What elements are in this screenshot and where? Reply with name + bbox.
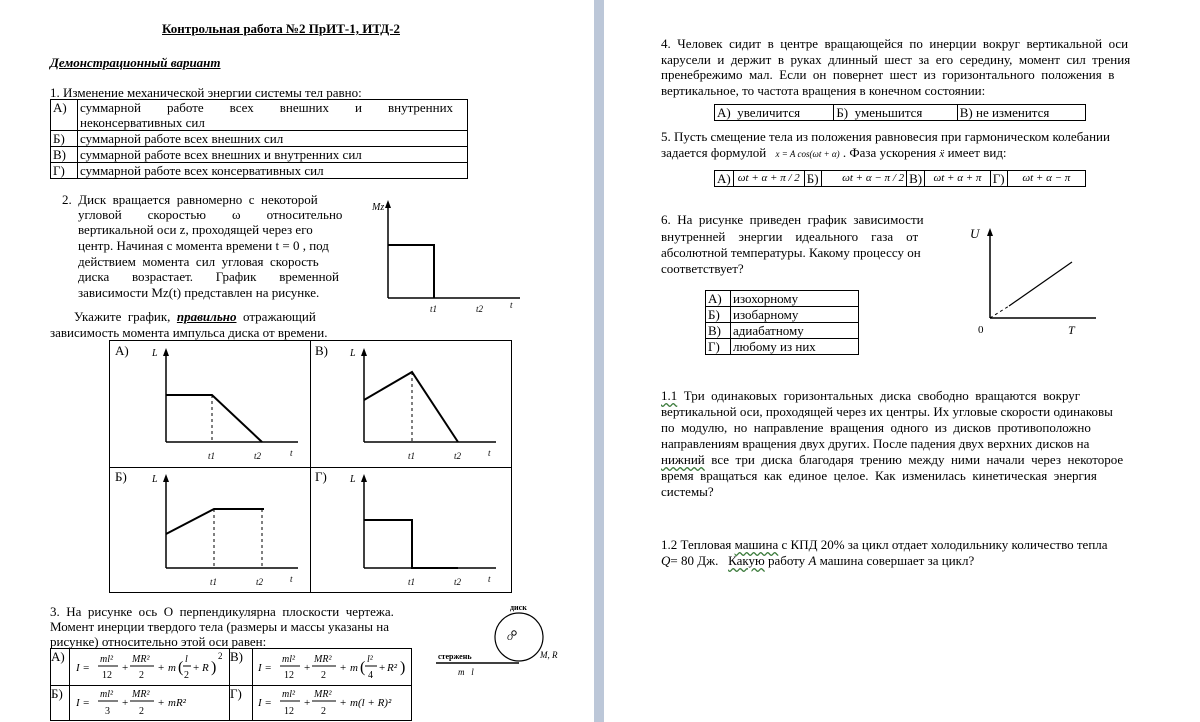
svg-text:+: + (340, 697, 347, 709)
q3-formula-a[interactable] (72, 649, 228, 685)
q6-option-v[interactable] (706, 323, 859, 339)
option-label: Б) (51, 131, 78, 147)
option-label: В) (706, 323, 731, 339)
q2-prompt-1: Укажите график, правильно отражающий (74, 309, 316, 324)
t2-label: t2 (254, 451, 262, 461)
svg-text:+: + (304, 697, 311, 709)
svg-text:2: 2 (184, 670, 189, 681)
q5-option-v-label[interactable]: В) (907, 171, 925, 187)
q4-option-v[interactable]: В) не изменится (957, 105, 1085, 121)
svg-text:+: + (122, 697, 129, 709)
option-text: суммарной работе всех внешних и внутренних сил (78, 147, 468, 163)
q3-formula-b[interactable] (72, 686, 228, 720)
q3-line-3: рисунке) относительно этой оси равен: (50, 634, 267, 649)
q6-line-4: соответствует? (661, 261, 744, 276)
option-text: адиабатному (731, 323, 859, 339)
variant-v-graph[interactable] (346, 344, 506, 466)
variant-g-label[interactable]: Г) (315, 469, 327, 484)
origin-label: 0 (978, 324, 984, 336)
option-text: суммарной работе всех консервативных сил (78, 163, 468, 179)
svg-text:I =: I = (258, 697, 272, 709)
option-label: Г) (706, 339, 731, 355)
q1-option-b[interactable] (51, 131, 468, 147)
svg-text:2: 2 (321, 706, 326, 717)
svg-text:m: m (350, 662, 358, 674)
q6-line-2: внутренней энергии идеального газа от (661, 229, 919, 244)
svg-text:l²: l² (367, 654, 373, 665)
svg-text:2: 2 (321, 670, 326, 681)
q11-line-3: по модулю, но направление вращения одного из дисков противоположно (661, 420, 1091, 435)
t-label: t (488, 574, 491, 584)
svg-text:+: + (379, 662, 386, 674)
svg-text:(: ( (178, 659, 184, 676)
svg-text:2: 2 (139, 706, 144, 717)
q3-figure (430, 600, 590, 682)
disk-mass-radius-label: M, R (540, 650, 558, 660)
q11-line-6: время вращаться как единое целое. Как изменилась кинетическая энергия (661, 468, 1097, 483)
l-axis-label: L (350, 348, 356, 359)
svg-text:ml²: ml² (100, 689, 113, 700)
option-text: любому из них (731, 339, 859, 355)
rod-label: стержень (438, 652, 472, 661)
q3-option-a-label[interactable]: А) (51, 649, 65, 664)
svg-text:12: 12 (102, 670, 112, 681)
q6-option-a[interactable] (706, 291, 859, 307)
l-axis-label: L (350, 474, 356, 485)
svg-text:I =: I = (76, 662, 90, 674)
q5-xddot: ẍ (939, 148, 945, 160)
q5-option-g-value[interactable]: ωt + α − π (1007, 171, 1085, 187)
q4-line-1: 4. Человек сидит в центре вращающейся по инерции вокруг вертикальной оси (661, 36, 1129, 51)
q5-option-a-label[interactable]: А) (715, 171, 734, 187)
svg-text:ml²: ml² (100, 654, 113, 665)
page-title: Контрольная работа №2 ПрИТ-1, ИТД-2 (162, 21, 400, 36)
svg-text:ml²: ml² (282, 689, 295, 700)
q12-line-2: Q= 80 Дж. Какую работу A машина совершает за цикл? (661, 553, 975, 568)
svg-text:+: + (304, 662, 311, 674)
q3-option-b-label[interactable]: Б) (51, 686, 63, 701)
q2-line-5: действием момента сил угловая скорость (78, 254, 319, 269)
q11-line-4: направлениям вращения двух других. После падения двух верхних дисков на (661, 436, 1090, 451)
q2-line-4: центр. Начиная с момента времени t = 0 , под (78, 238, 329, 253)
q11-line-5: нижний все три диска благодаря трению между ними начали через некоторое (661, 452, 1124, 467)
l-axis-label: L (152, 348, 158, 359)
variant-g-graph[interactable] (346, 470, 506, 592)
q3-formula-g[interactable] (254, 686, 410, 720)
q5-line-2: задается формулой x = A cos(ωt + α) . Фаза ускорения ẍ имеет вид: (661, 145, 1007, 160)
t-axis-label: T (1068, 323, 1075, 337)
q4-options-table (714, 104, 1086, 121)
q1-option-c[interactable] (51, 147, 468, 163)
right-page (604, 0, 1200, 722)
svg-text:MR²: MR² (314, 689, 332, 700)
axis-o-label: O (507, 633, 513, 642)
q4-option-b[interactable]: Б) уменьшится (834, 105, 957, 121)
svg-text:+: + (122, 662, 129, 674)
option-text: суммарной работе всех внешних сил (78, 131, 468, 147)
variant-a-label[interactable]: А) (115, 343, 129, 358)
q6-options-table (705, 290, 859, 355)
q11-line-2: вертикальной оси, проходящей через их центры. Их угловые скорости одинаковы (661, 404, 1113, 419)
t2-label: t2 (454, 451, 462, 461)
q5-option-b-value[interactable]: ωt + α − π / 2 (821, 171, 907, 187)
svg-text:): ) (211, 659, 217, 676)
q2-line-2: угловой скоростью ω относительно (78, 207, 343, 222)
rod-mass-length-label: m l (458, 667, 474, 677)
option-label: А) (706, 291, 731, 307)
svg-text:+: + (340, 662, 347, 674)
t1-label: t1 (408, 577, 416, 587)
q11-line-7: системы? (661, 484, 714, 499)
t1-label: t1 (208, 451, 216, 461)
l-axis-label: L (152, 474, 158, 485)
t-label: t (510, 300, 513, 310)
svg-text:I =: I = (258, 662, 272, 674)
q12-line-1: 1.2 Тепловая машина с КПД 20% за цикл отдает холодильнику количество тепла (661, 537, 1108, 552)
q3-line-2: Момент инерции твердого тела (размеры и массы указаны на (50, 619, 389, 634)
q4-line-3: пренебрежимо мал. Если он повернет шест из горизонтального положения в (661, 67, 1115, 82)
svg-text:3: 3 (105, 706, 110, 717)
t-label: t (290, 574, 293, 584)
svg-text:mR²: mR² (168, 697, 186, 709)
q3-line-1: 3. На рисунке ось О перпендикулярна плоскости чертежа. (50, 604, 394, 619)
svg-text:R²: R² (387, 662, 398, 674)
variant-subtitle: Демонстрационный вариант (50, 55, 221, 70)
mz-graph (370, 196, 530, 316)
svg-text:12: 12 (284, 706, 294, 717)
q2-line-6: диска возрастает. График временной (78, 269, 339, 284)
svg-text:m(l + R)²: m(l + R)² (350, 697, 392, 709)
q4-option-a[interactable]: А) увеличится (715, 105, 834, 121)
mz-axis-label: Mz (372, 202, 385, 213)
svg-text:): ) (400, 659, 406, 676)
q3-option-v-label[interactable]: В) (230, 649, 243, 664)
q2-line-1: 2. Диск вращается равномерно с некоторой (62, 192, 318, 207)
t1-label: t1 (408, 451, 416, 461)
t2-label: t2 (476, 304, 484, 314)
svg-text:4: 4 (368, 670, 373, 681)
t2-label: t2 (256, 577, 264, 587)
q5-option-g-label[interactable]: Г) (990, 171, 1007, 187)
t2-label: t2 (454, 577, 462, 587)
q1-question: 1. Изменение механической энергии системы тел равно: (50, 85, 362, 100)
q5-options-table (714, 170, 1086, 187)
svg-text:MR²: MR² (132, 689, 150, 700)
t1-label: t1 (430, 304, 438, 314)
svg-text:R: R (202, 662, 209, 674)
option-text: изобарному (731, 307, 859, 323)
q2-prompt-2: зависимость момента импульса диска от времени. (50, 325, 328, 340)
q3-option-g-label[interactable]: Г) (230, 686, 242, 701)
svg-text:+: + (158, 662, 165, 674)
option-label: Б) (706, 307, 731, 323)
t1-label: t1 (210, 577, 218, 587)
svg-text:+: + (158, 697, 165, 709)
q6-line-3: абсолютной температуры. Какому процессу он (661, 245, 921, 260)
q11-line-1: 1.1 Три одинаковых горизонтальных диска свободно вращаются вокруг (661, 388, 1081, 403)
svg-text:+: + (193, 662, 200, 674)
left-page (0, 0, 594, 722)
option-label: А) (51, 100, 78, 131)
option-text: изохорному (731, 291, 859, 307)
q6-line-1: 6. На рисунке приведен график зависимости (661, 212, 924, 227)
q1-options-table (50, 99, 468, 179)
svg-text:2: 2 (218, 651, 223, 661)
variant-b-graph[interactable] (148, 470, 308, 592)
option-text: суммарной работе всех внешних и внутренних неконсервативных сил (78, 100, 468, 131)
q4-line-2: карусели и держит в руках длинный шест за его середину, момент сил трения (661, 52, 1131, 67)
svg-text:MR²: MR² (132, 654, 150, 665)
svg-text:MR²: MR² (314, 654, 332, 665)
svg-text:m: m (168, 662, 176, 674)
q5-option-b-label[interactable]: Б) (804, 171, 821, 187)
u-t-graph (964, 222, 1104, 342)
q4-line-4: вертикальное, то частота вращения в конечном состоянии: (661, 83, 986, 98)
q2-line-7: зависимости Mz(t) представлен на рисунке. (78, 285, 320, 300)
u-axis-label: U (970, 226, 980, 241)
svg-text:(: ( (360, 659, 366, 676)
q6-option-b[interactable] (706, 307, 859, 323)
svg-text:12: 12 (284, 670, 294, 681)
variant-v-label[interactable]: В) (315, 343, 328, 358)
variant-a-graph[interactable] (148, 344, 308, 466)
t-label: t (488, 448, 491, 458)
q2-line-3: вертикальной оси z, проходящей через его (78, 222, 313, 237)
option-label: В) (51, 147, 78, 163)
q3-formula-v[interactable] (254, 649, 410, 685)
svg-text:2: 2 (139, 670, 144, 681)
variant-b-label[interactable]: Б) (115, 469, 127, 484)
disk-label: диск (510, 603, 527, 612)
svg-text:l: l (185, 654, 188, 665)
q5-option-a-value[interactable]: ωt + α + π / 2 (733, 171, 804, 187)
t-label: t (290, 448, 293, 458)
q6-option-g[interactable] (706, 339, 859, 355)
q5-line-1: 5. Пусть смещение тела из положения равновесия при гармоническом колебании (661, 129, 1110, 144)
q5-formula: x = A cos(ωt + α) (775, 149, 840, 159)
q5-option-v-value[interactable]: ωt + α + π (925, 171, 991, 187)
svg-text:ml²: ml² (282, 654, 295, 665)
q1-option-d[interactable] (51, 163, 468, 179)
q1-option-a[interactable] (51, 100, 468, 131)
option-label: Г) (51, 163, 78, 179)
svg-text:I =: I = (76, 697, 90, 709)
